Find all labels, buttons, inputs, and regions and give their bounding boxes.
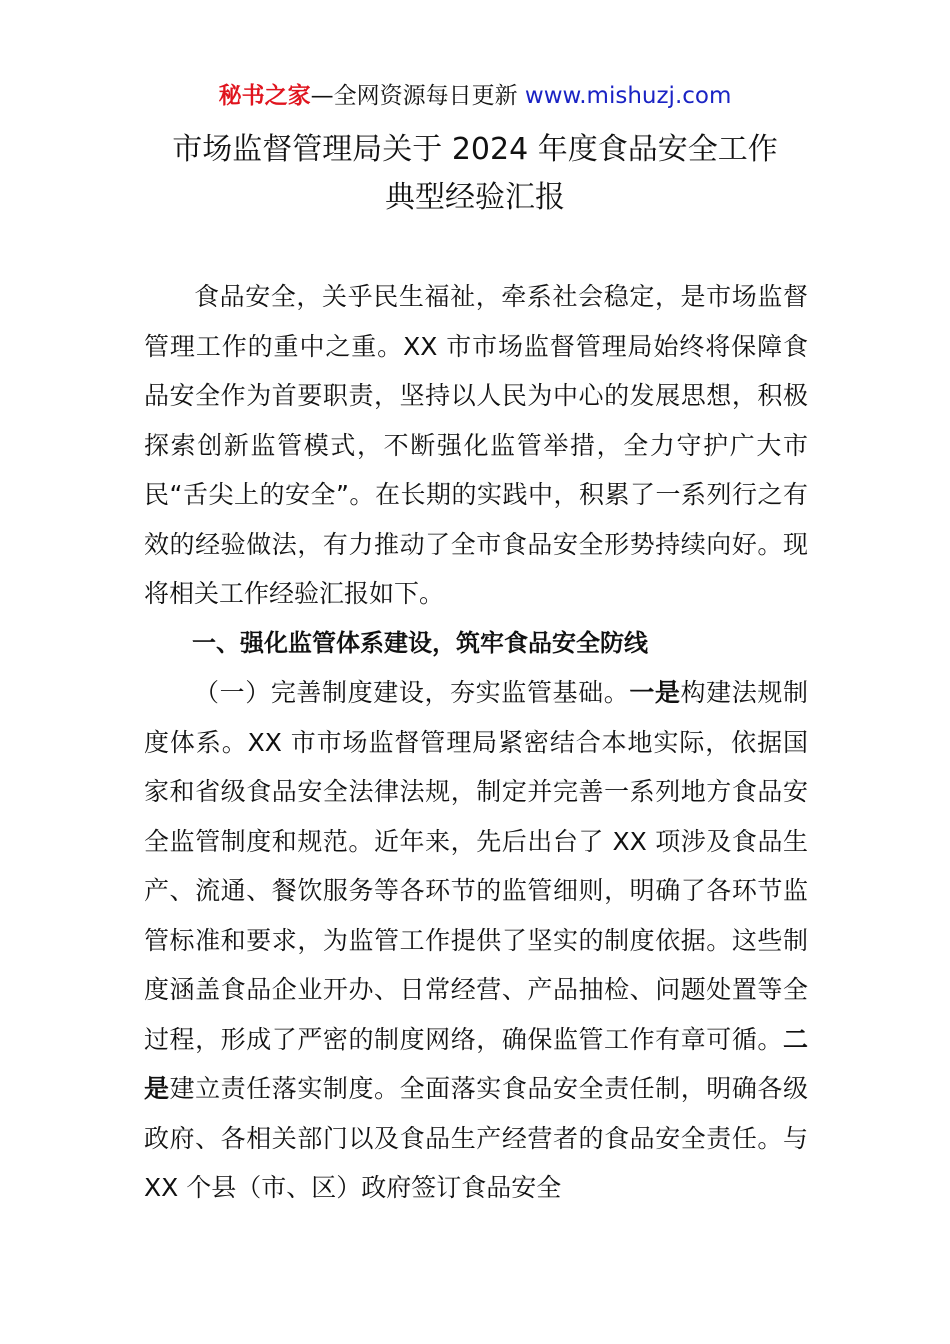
point-2-label: 二是 <box>144 1024 808 1103</box>
banner-brand: 秘书之家 <box>218 83 311 109</box>
subsection-1-paragraph <box>144 668 808 1213</box>
document-body <box>144 272 808 1213</box>
point-2-text: 建立责任落实制度。全面落实食品安全责任制，明确各级政府、各相关部门以及食品生产经营者的食品安全责任。与 XX 个县（市、区）政府签订食品安全 <box>144 1074 808 1202</box>
site-banner <box>0 80 950 112</box>
subsection-1-title: （一）完善制度建设，夯实监管基础。 <box>194 678 630 707</box>
document-title-line-2: 典型经验汇报 <box>385 180 565 215</box>
point-1-label: 一是 <box>629 678 681 707</box>
banner-tagline: —全网资源每日更新 <box>310 83 525 109</box>
section-1-heading: 一、强化监管体系建设，筑牢食品安全防线 <box>192 628 648 657</box>
banner-url-link[interactable]: www.mishuzj.com <box>524 83 732 109</box>
document-title-line-1: 市场监督管理局关于 2024 年度食品安全工作 <box>172 132 778 167</box>
intro-paragraph: 食品安全，关乎民生福祉，牵系社会稳定，是市场监督管理工作的重中之重。XX 市市场监督管理局始终将保障食品安全作为首要职责，坚持以人民为中心的发展思想，积极探索创新监管模式，不断强化监管举措，全力守护广大市民“舌尖上的安全”。在长期的实践中，积累了一系列行之有效的经验做法，有力推动了全市食品安全形势持续向好。现将相关工作经验汇报如下。 <box>144 282 808 608</box>
point-1-text: 构建法规制度体系。XX 市市场监督管理局紧密结合本地实际，依据国家和省级食品安全法律法规，制定并完善一系列地方食品安全监管制度和规范。近年来，先后出台了 XX 项涉及食品生产、流通、餐饮服务等各环节的监管细则，明确了各环节监管标准和要求，为监管工作提供了坚实的制度依据。这些制度涵盖食品企业开办、日常经营、产品抽检、问题处置等全过程，形成了严密的制度网络，确保监管工作有章可循。 <box>144 678 808 1054</box>
